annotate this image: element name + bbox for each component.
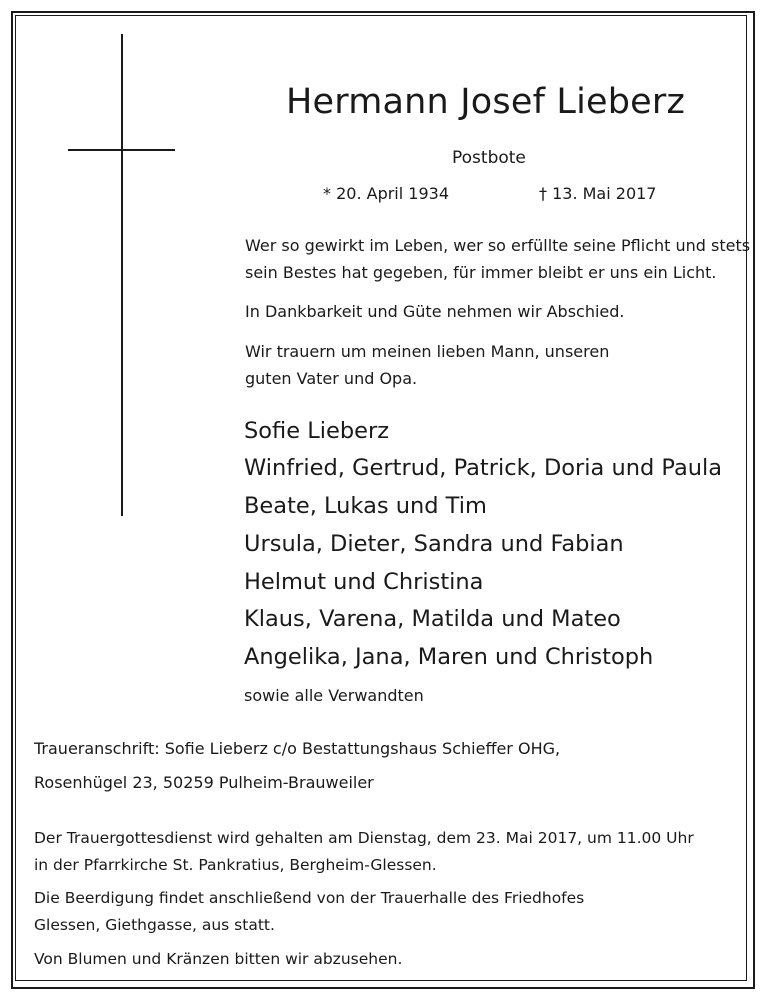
- service-line: Der Trauergottesdienst wird gehalten am Dienstag, dem 23. Mai 2017, um 11.00 Uhr: [34, 829, 694, 847]
- mourner-name: Winfried, Gertrud, Patrick, Doria und Paula: [244, 455, 723, 481]
- service-line: in der Pfarrkirche St. Pankratius, Bergheim-Glessen.: [34, 856, 437, 874]
- cross-icon-bar: [68, 149, 175, 151]
- farewell-line: In Dankbarkeit und Güte nehmen wir Abschied.: [245, 302, 625, 321]
- service-line: Die Beerdigung findet anschließend von der Trauerhalle des Friedhofes: [34, 889, 585, 907]
- mourner-name: Angelika, Jana, Maren und Christoph: [244, 644, 654, 670]
- service-line: Glessen, Giethgasse, aus statt.: [34, 916, 275, 934]
- deceased-name: Hermann Josef Lieberz: [286, 82, 686, 122]
- address-line: Rosenhügel 23, 50259 Pulheim-Brauweiler: [34, 773, 374, 792]
- mourning-line: Wir trauern um meinen lieben Mann, unseren: [245, 342, 610, 361]
- mourning-line: guten Vater und Opa.: [245, 369, 418, 388]
- mourner-name: Klaus, Varena, Matilda und Mateo: [244, 606, 621, 632]
- mourner-name: Ursula, Dieter, Sandra und Fabian: [244, 531, 624, 557]
- birth-date: * 20. April 1934: [323, 184, 449, 203]
- mourner-name: Sofie Lieberz: [244, 418, 390, 444]
- quote-line: sein Bestes hat gegeben, für immer bleibt er uns ein Licht.: [245, 263, 717, 282]
- mourner-name: Beate, Lukas und Tim: [244, 493, 487, 519]
- death-date: † 13. Mai 2017: [539, 184, 657, 203]
- mourner-name: Helmut und Christina: [244, 569, 484, 595]
- address-line: Traueranschrift: Sofie Lieberz c/o Bestattungshaus Schieffer OHG,: [34, 739, 561, 758]
- cross-icon: [121, 34, 123, 516]
- quote-line: Wer so gewirkt im Leben, wer so erfüllte seine Pflicht und stets: [245, 236, 751, 255]
- relatives-line: sowie alle Verwandten: [244, 686, 424, 705]
- service-line: Von Blumen und Kränzen bitten wir abzusehen.: [34, 950, 403, 968]
- occupation: Postbote: [452, 148, 526, 168]
